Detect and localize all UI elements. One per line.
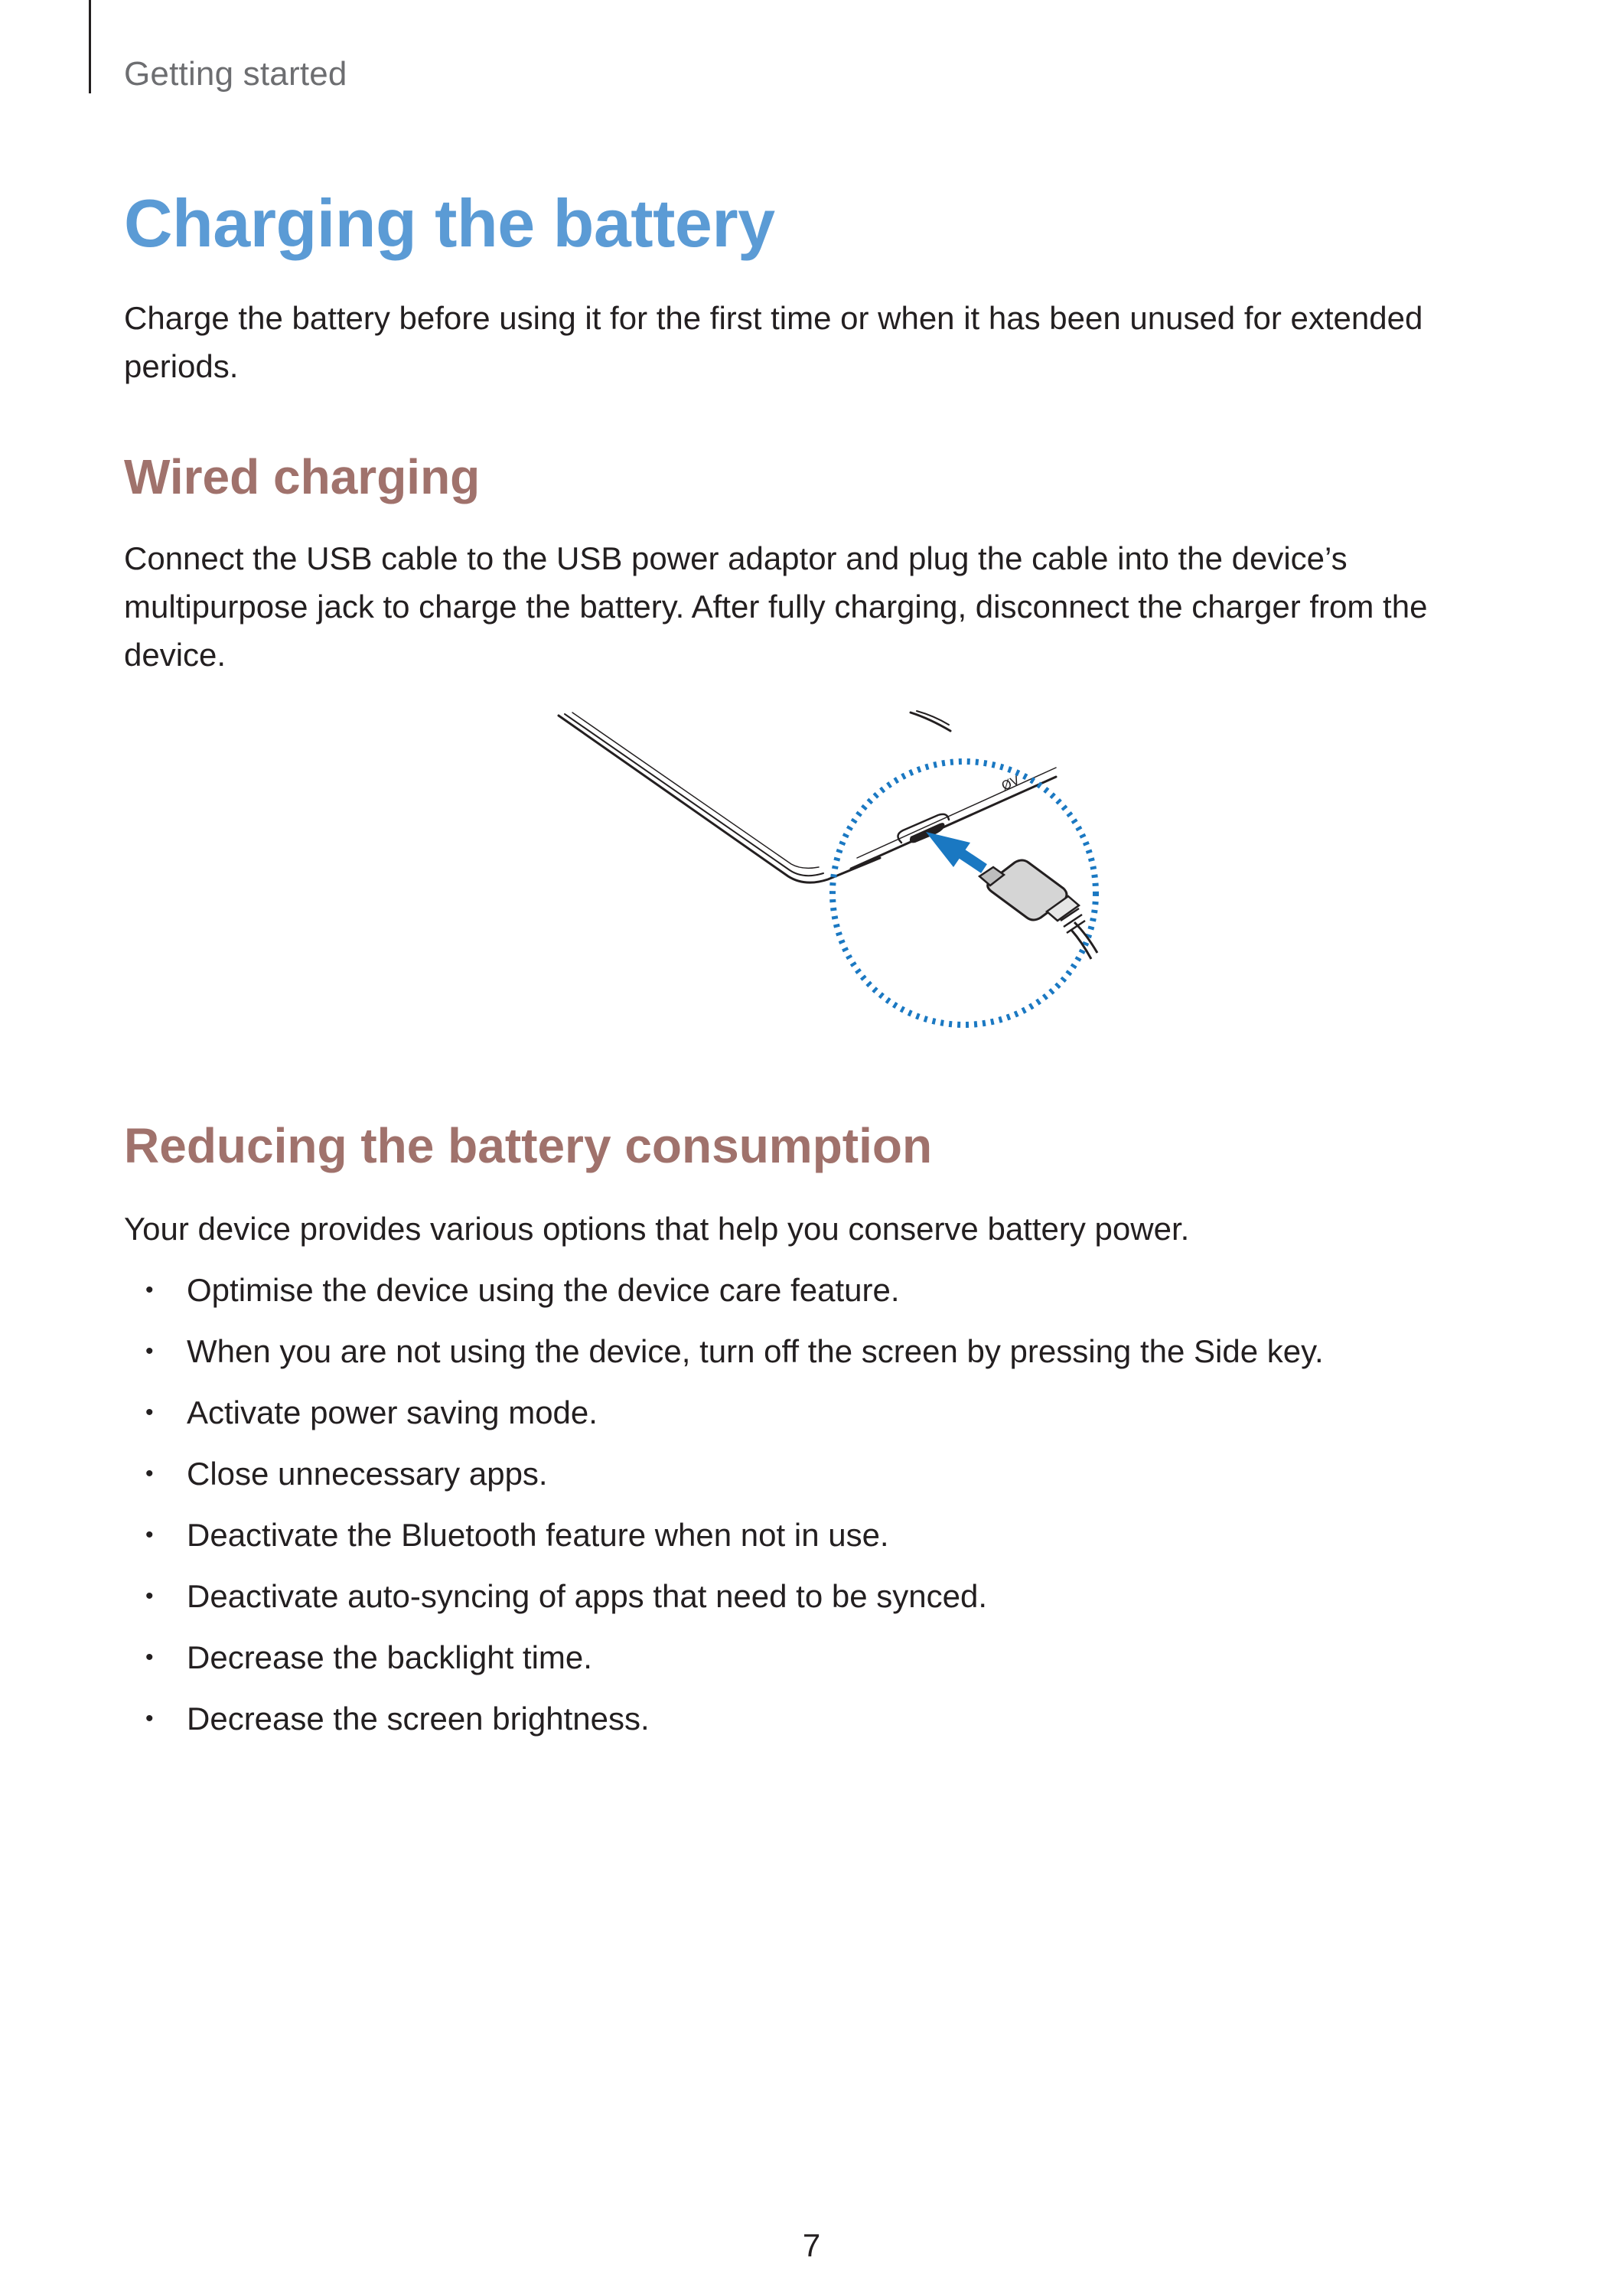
list-item: • Decrease the screen brightness. — [124, 1694, 1501, 1756]
reducing-consumption-intro: Your device provides various options that help you conserve battery power. — [124, 1211, 1190, 1247]
wired-charging-paragraph: Connect the USB cable to the USB power adaptor and plug the cable into the device’s multipurpose jack to charge the battery. After fully charging, disconnect the charger from the device. — [124, 540, 1428, 673]
svg-text:ØV: ØV — [999, 772, 1022, 794]
bullet-icon: • — [145, 1400, 154, 1425]
usb-cable-icon — [979, 860, 1097, 959]
wired-charging-heading: Wired charging — [124, 449, 481, 504]
list-item: • Decrease the backlight time. — [124, 1633, 1501, 1694]
battery-tips-list — [124, 1266, 1501, 1756]
page-edge-line — [89, 0, 91, 93]
page-number: 7 — [802, 2227, 821, 2263]
list-item: • Activate power saving mode. — [124, 1388, 1501, 1450]
insert-arrow-icon — [926, 832, 984, 869]
list-item: • Optimise the device using the device care feature. — [124, 1266, 1501, 1327]
reducing-consumption-heading: Reducing the battery consumption — [124, 1118, 933, 1173]
list-item: • When you are not using the device, turn off the screen by pressing the Side key. — [124, 1327, 1501, 1388]
bullet-icon: • — [145, 1277, 154, 1303]
bullet-icon: • — [145, 1706, 154, 1731]
bullet-icon: • — [145, 1461, 154, 1486]
list-item: • Close unnecessary apps. — [124, 1450, 1501, 1511]
intro-paragraph: Charge the battery before using it for the first time or when it has been unused for extended periods. — [124, 300, 1423, 384]
page-title: Charging the battery — [124, 185, 775, 261]
bullet-icon: • — [145, 1645, 154, 1670]
list-item: • Deactivate the Bluetooth feature when not in use. — [124, 1511, 1501, 1572]
list-item: • Deactivate auto-syncing of apps that need to be synced. — [124, 1572, 1501, 1633]
section-header: Getting started — [124, 55, 347, 93]
usb-charging-illustration — [551, 708, 1102, 1029]
bullet-icon: • — [145, 1522, 154, 1548]
bullet-icon: • — [145, 1583, 154, 1609]
bullet-icon: • — [145, 1339, 154, 1364]
